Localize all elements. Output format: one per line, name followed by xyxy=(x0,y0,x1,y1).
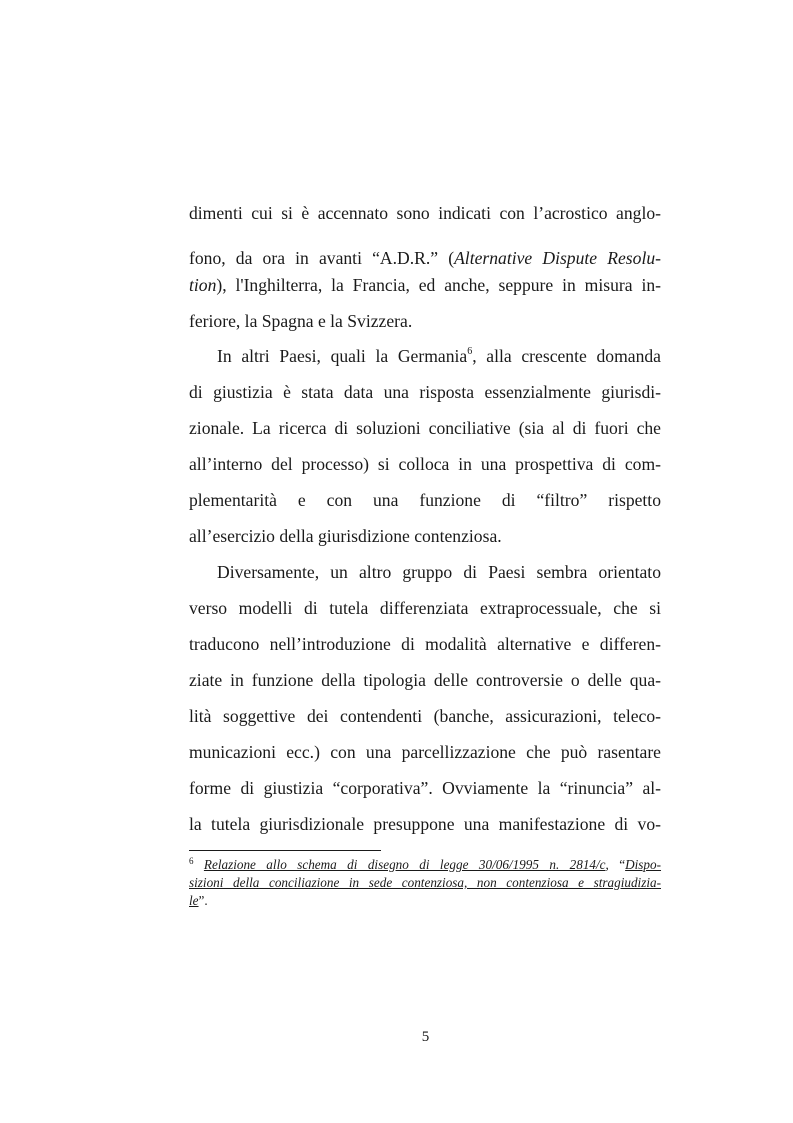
footnote-line xyxy=(189,892,661,910)
text-line xyxy=(217,344,661,368)
footnote-title: sizioni della conciliazione in sede contenziosa, non contenziosa e stragiudizia- xyxy=(189,875,661,890)
text-span: fono, da ora in avanti “A.D.R.” ( xyxy=(189,248,455,268)
text-line: all’esercizio della giurisdizione contenziosa. xyxy=(189,526,502,546)
text-line: all’interno del processo) si colloca in una prospettiva di com- xyxy=(189,454,661,474)
italic-term: Alternative Dispute Resolu- xyxy=(454,248,661,268)
text-span: , “ xyxy=(605,857,626,872)
footnote-citation: Relazione allo schema di disegno di legge 30/06/1995 n. 2814/c xyxy=(203,857,606,872)
text-line: Diversamente, un altro gruppo di Paesi sembra orientato xyxy=(217,562,661,582)
footnote-reference: 6 xyxy=(467,346,473,357)
text-span: , alla crescente domanda xyxy=(472,346,661,366)
text-line: zionale. La ricerca di soluzioni conciliative (sia al di fuori che xyxy=(189,418,661,438)
text-span: In altri Paesi, quali la Germania xyxy=(217,346,468,366)
text-line: plementarità e con una funzione di “filtro” rispetto xyxy=(189,490,661,510)
text-line: di giustizia è stata data una risposta essenzialmente giurisdi- xyxy=(189,382,661,402)
footnote-title: Dispo- xyxy=(625,857,662,872)
page-number: 5 xyxy=(421,1029,430,1045)
text-line: la tutela giurisdizionale presuppone una manifestazione di vo- xyxy=(189,814,661,834)
text-line: verso modelli di tutela differenziata extraprocessuale, che si xyxy=(189,598,661,618)
footnote-line xyxy=(189,874,661,892)
text-span: ), l'Inghilterra, la Francia, ed anche, seppure in misura in- xyxy=(216,275,661,295)
text-line: dimenti cui si è accennato sono indicati con l’acrostico anglo- xyxy=(189,203,661,223)
text-line: forme di giustizia “corporativa”. Ovviamente la “rinuncia” al- xyxy=(189,778,661,798)
text-line xyxy=(189,246,661,270)
text-line: traducono nell’introduzione di modalità alternative e differen- xyxy=(189,634,661,654)
italic-term: tion xyxy=(189,275,217,295)
text-line: feriore, la Spagna e la Svizzera. xyxy=(189,311,413,331)
footnote-separator xyxy=(189,850,381,851)
text-line xyxy=(189,273,661,297)
text-line: lità soggettive dei contendenti (banche, assicurazioni, teleco- xyxy=(189,706,661,726)
text-line: municazioni ecc.) con una parcellizzazione che può rasentare xyxy=(189,742,661,762)
footnote-title: le xyxy=(189,893,199,908)
text-line: ziate in funzione della tipologia delle controversie o delle qua- xyxy=(189,670,661,690)
footnote-number: 6 xyxy=(189,856,194,866)
footnote-line xyxy=(189,856,661,874)
text-span: ”. xyxy=(198,893,208,908)
